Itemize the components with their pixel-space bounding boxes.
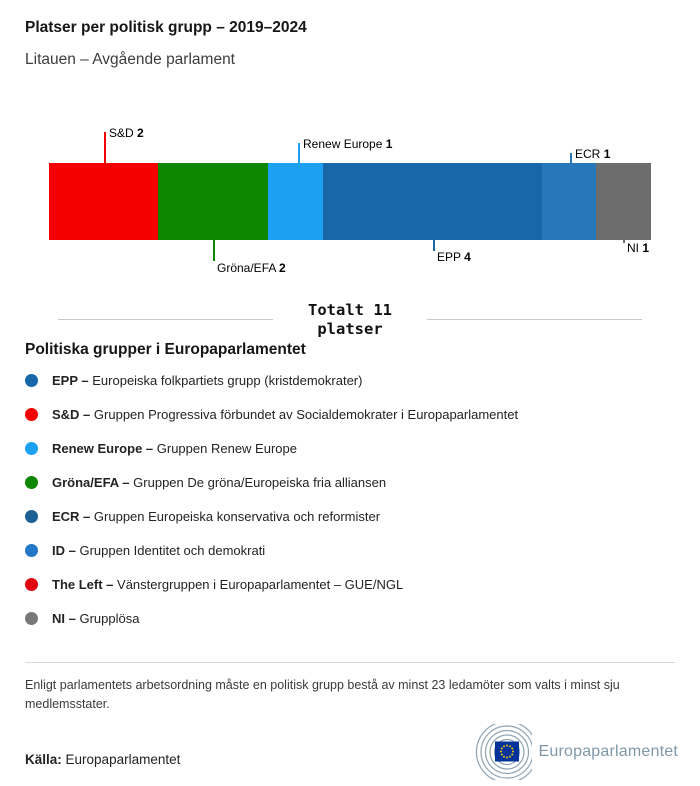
legend-item-sd bbox=[25, 397, 680, 431]
legend-dot-ni bbox=[25, 612, 38, 625]
divider-right bbox=[427, 319, 642, 320]
legend-desc-grona-efa: Gruppen De gröna/Europeiska fria alliansen bbox=[133, 474, 387, 490]
legend-desc-the-left: Vänstergruppen i Europaparlamentet – GUE/NGL bbox=[117, 576, 404, 592]
eu-flag bbox=[495, 742, 519, 762]
source-value: Europaparlamentet bbox=[65, 752, 181, 767]
legend-item-the-left bbox=[25, 567, 680, 601]
legend-dot-id bbox=[25, 544, 38, 557]
legend-abbr-epp: EPP – bbox=[52, 372, 89, 388]
ep-logo-icon bbox=[458, 724, 532, 780]
legend-item-renew bbox=[25, 431, 680, 465]
divider-left bbox=[58, 319, 273, 320]
legend-abbr-grona-efa: Gröna/EFA – bbox=[52, 474, 130, 490]
callout-seats-epp: 4 bbox=[464, 250, 471, 264]
legend-item-epp bbox=[25, 363, 680, 397]
legend-dot-grona-efa bbox=[25, 476, 38, 489]
callout-seats-grona-efa: 2 bbox=[279, 261, 286, 275]
bar-segment-grona-efa[interactable] bbox=[158, 163, 267, 240]
legend-item-id bbox=[25, 533, 680, 567]
legend-abbr-renew: Renew Europe – bbox=[52, 440, 154, 456]
callout-seats-ni: 1 bbox=[642, 241, 650, 255]
legend-desc-sd: Gruppen Progressiva förbundet av Socialdemokrater i Europaparlamentet bbox=[93, 406, 519, 422]
legend-item-ni bbox=[25, 601, 680, 635]
legend-dot-sd bbox=[25, 408, 38, 421]
total-seats-line1: Totalt 11 bbox=[308, 301, 392, 319]
legend-list bbox=[25, 363, 680, 635]
bar-segment-ecr[interactable] bbox=[542, 163, 597, 240]
callout-group-ni: NI bbox=[627, 241, 639, 255]
seats-chart bbox=[49, 120, 651, 290]
callout-label-renew bbox=[303, 137, 392, 151]
callout-line-ecr bbox=[570, 153, 572, 163]
source bbox=[25, 752, 180, 767]
callout-seats-renew: 1 bbox=[385, 137, 393, 151]
callout-line-ni bbox=[623, 240, 625, 243]
bar-segment-renew-europe[interactable] bbox=[268, 163, 323, 240]
legend-heading: Politiska grupper i Europaparlamentet bbox=[25, 341, 306, 358]
callout-group-renew: Renew Europe bbox=[303, 137, 383, 151]
callout-group-epp: EPP bbox=[437, 250, 461, 264]
footnote: Enligt parlamentets arbetsordning måste en politisk grupp bestå av minst 23 ledamöter som valts i minst sju medlemsstater. bbox=[25, 678, 620, 711]
legend-abbr-ecr: ECR – bbox=[52, 508, 91, 524]
legend-desc-epp: Europeiska folkpartiets grupp (kristdemokrater) bbox=[92, 372, 363, 388]
ep-brand bbox=[458, 724, 679, 780]
legend-dot-epp bbox=[25, 374, 38, 387]
callout-label-grona-efa bbox=[217, 261, 286, 275]
legend-abbr-sd: S&D – bbox=[52, 406, 91, 422]
callout-line-grona-efa bbox=[213, 240, 215, 261]
callout-group-grona-efa: Gröna/EFA bbox=[217, 261, 276, 275]
page-title: Platser per politisk grupp – 2019–2024 bbox=[25, 19, 307, 36]
legend-item-ecr bbox=[25, 499, 680, 533]
callout-seats-sd: 2 bbox=[137, 126, 144, 140]
legend-abbr-ni: NI – bbox=[52, 610, 76, 626]
bar-segment-ni[interactable] bbox=[596, 163, 651, 240]
callout-seats-ecr: 1 bbox=[603, 147, 611, 161]
legend-abbr-the-left: The Left – bbox=[52, 576, 114, 592]
legend-dot-the-left bbox=[25, 578, 38, 591]
callout-line-sd bbox=[104, 132, 106, 163]
total-seats-line2: platser bbox=[317, 319, 383, 338]
callout-label-epp bbox=[437, 250, 471, 264]
footnote-divider bbox=[25, 662, 675, 663]
legend-desc-renew: Gruppen Renew Europe bbox=[156, 440, 297, 456]
callout-group-sd: S&D bbox=[109, 126, 134, 140]
legend-desc-id: Gruppen Identitet och demokrati bbox=[79, 542, 266, 558]
legend-dot-renew bbox=[25, 442, 38, 455]
ep-logo-text: Europaparlamentet bbox=[538, 743, 678, 760]
callout-line-renew bbox=[298, 143, 300, 163]
legend-item-grona-efa bbox=[25, 465, 680, 499]
source-label: Källa: bbox=[25, 752, 62, 767]
legend-abbr-id: ID – bbox=[52, 542, 76, 558]
stacked-seats-bar bbox=[49, 163, 651, 240]
bar-segment-sd[interactable] bbox=[49, 163, 158, 240]
callout-group-ecr: ECR bbox=[575, 147, 601, 161]
callout-label-sd bbox=[109, 126, 144, 140]
legend-desc-ni: Grupplösa bbox=[79, 610, 140, 626]
bar-segment-epp[interactable] bbox=[323, 163, 542, 240]
legend-dot-ecr bbox=[25, 510, 38, 523]
callout-line-epp bbox=[433, 240, 435, 251]
page-subtitle: Litauen – Avgående parlament bbox=[25, 51, 235, 68]
total-seats-banner bbox=[58, 301, 642, 338]
total-seats-text bbox=[295, 301, 405, 338]
callout-label-ni bbox=[627, 241, 649, 255]
callout-label-ecr bbox=[575, 147, 610, 161]
legend-desc-ecr: Gruppen Europeiska konservativa och reformister bbox=[93, 508, 381, 524]
